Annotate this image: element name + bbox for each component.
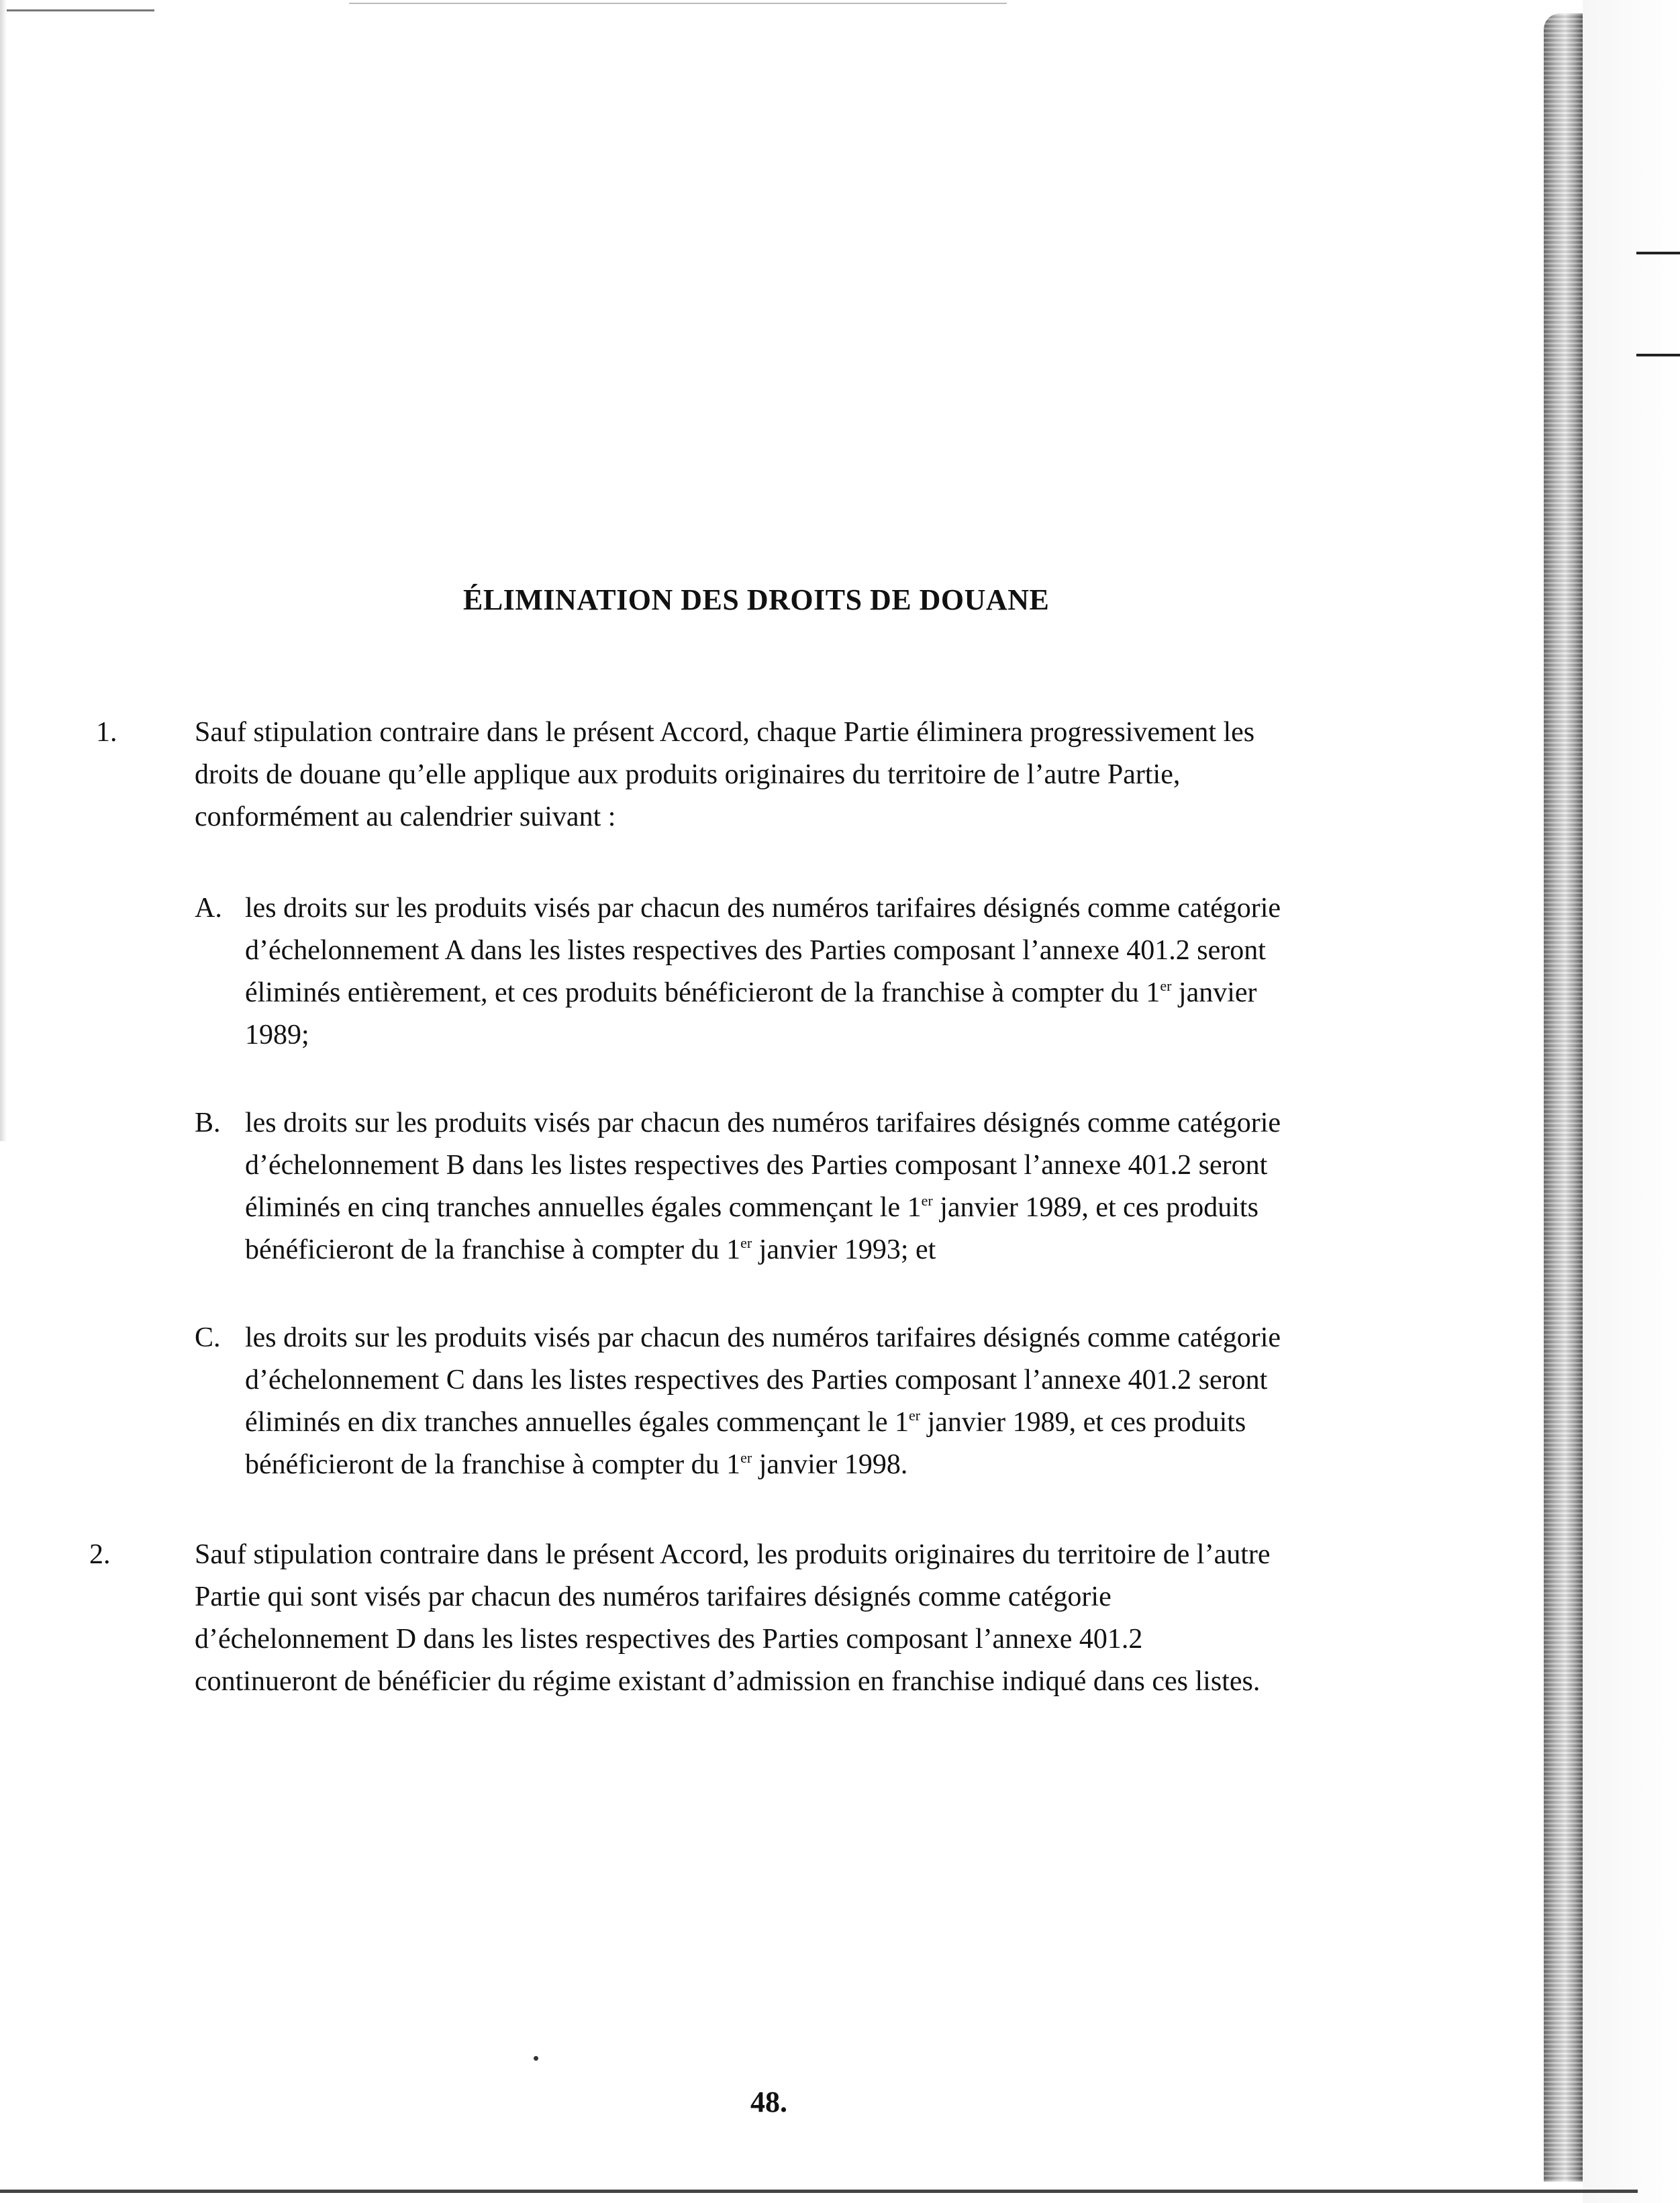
text-segment: janvier 1998.: [752, 1449, 908, 1480]
text-line: d’échelonnement D dans les listes respectives des Parties composant l’annexe 401.2: [195, 1624, 1143, 1655]
text-line: continueront de bénéficier du régime existant d’admission en franchise indiqué dans ces listes.: [195, 1666, 1261, 1697]
text-segment: bénéficieront de la franchise à compter du 1: [245, 1234, 741, 1265]
text-segment: éliminés entièrement, et ces produits bénéficieront de la franchise à compter du 1: [245, 977, 1160, 1008]
paragraph-1-text: [195, 712, 1254, 838]
page-title: ÉLIMINATION DES DROITS DE DOUANE: [463, 583, 1050, 616]
margin-tick-mark: [1636, 354, 1680, 356]
paragraph-2-text: [195, 1534, 1271, 1703]
ordinal-superscript: er: [740, 1234, 752, 1251]
ordinal-superscript: er: [1160, 977, 1172, 994]
text-line: [245, 1402, 1281, 1444]
text-line: d’échelonnement A dans les listes respectives des Parties composant l’annexe 401.2 seront: [245, 935, 1266, 966]
text-segment: janvier 1993; et: [752, 1234, 936, 1265]
scan-artifact-rule: [0, 9, 154, 11]
list-item: [245, 1317, 1281, 1486]
text-line: conformément au calendrier suivant :: [195, 801, 616, 832]
text-line: [245, 972, 1281, 1014]
text-segment: janvier: [1171, 977, 1257, 1008]
text-line: [245, 1187, 1281, 1229]
text-line: d’échelonnement C dans les listes respectives des Parties composant l’annexe 401.2 seront: [245, 1365, 1268, 1396]
binding-edge: [1544, 13, 1583, 2182]
text-segment: éliminés en cinq tranches annuelles égales commençant le 1: [245, 1192, 922, 1223]
text-segment: éliminés en dix tranches annuelles égales commençant le 1: [245, 1407, 909, 1438]
scan-artifact-rule: [349, 3, 1007, 4]
list-item: [245, 1102, 1281, 1271]
text-line: [245, 1229, 1281, 1271]
list-item-letter: A.: [195, 893, 222, 924]
text-line: d’échelonnement B dans les listes respectives des Parties composant l’annexe 401.2 seront: [245, 1150, 1268, 1181]
ordinal-superscript: er: [908, 1407, 921, 1424]
text-line: [245, 1444, 1281, 1486]
page-number: 48.: [750, 2086, 787, 2118]
scan-shadow-left: [0, 0, 7, 1141]
text-segment: janvier 1989, et ces produits: [920, 1407, 1246, 1438]
text-line: les droits sur les produits visés par chacun des numéros tarifaires désignés comme catégorie: [245, 1108, 1281, 1138]
list-item: [245, 887, 1281, 1057]
text-line: 1989;: [245, 1020, 309, 1050]
scan-artifact-rule: [0, 2190, 1638, 2193]
ordinal-superscript: er: [740, 1449, 752, 1466]
text-line: Partie qui sont visés par chacun des numéros tarifaires désignés comme catégorie: [195, 1581, 1111, 1612]
text-segment: janvier 1989, et ces produits: [932, 1192, 1258, 1223]
list-item-letter: B.: [195, 1108, 221, 1138]
text-line: Sauf stipulation contraire dans le présent Accord, chaque Partie éliminera progressivement les: [195, 717, 1255, 748]
text-line: les droits sur les produits visés par chacun des numéros tarifaires désignés comme catégorie: [245, 893, 1281, 924]
text-segment: bénéficieront de la franchise à compter du 1: [245, 1449, 741, 1480]
page-margin-right: [1583, 0, 1680, 2203]
list-item-letter: C.: [195, 1322, 221, 1353]
ordinal-superscript: er: [921, 1192, 933, 1209]
scan-speck: [534, 2056, 538, 2061]
margin-tick-mark: [1636, 252, 1680, 254]
paragraph-number: 1.: [96, 717, 117, 748]
text-line: Sauf stipulation contraire dans le présent Accord, les produits originaires du territoire de l’autre: [195, 1539, 1271, 1570]
paragraph-number: 2.: [89, 1539, 111, 1570]
text-line: les droits sur les produits visés par chacun des numéros tarifaires désignés comme catégorie: [245, 1322, 1281, 1353]
text-line: droits de douane qu’elle applique aux produits originaires du territoire de l’autre Partie,: [195, 759, 1181, 790]
